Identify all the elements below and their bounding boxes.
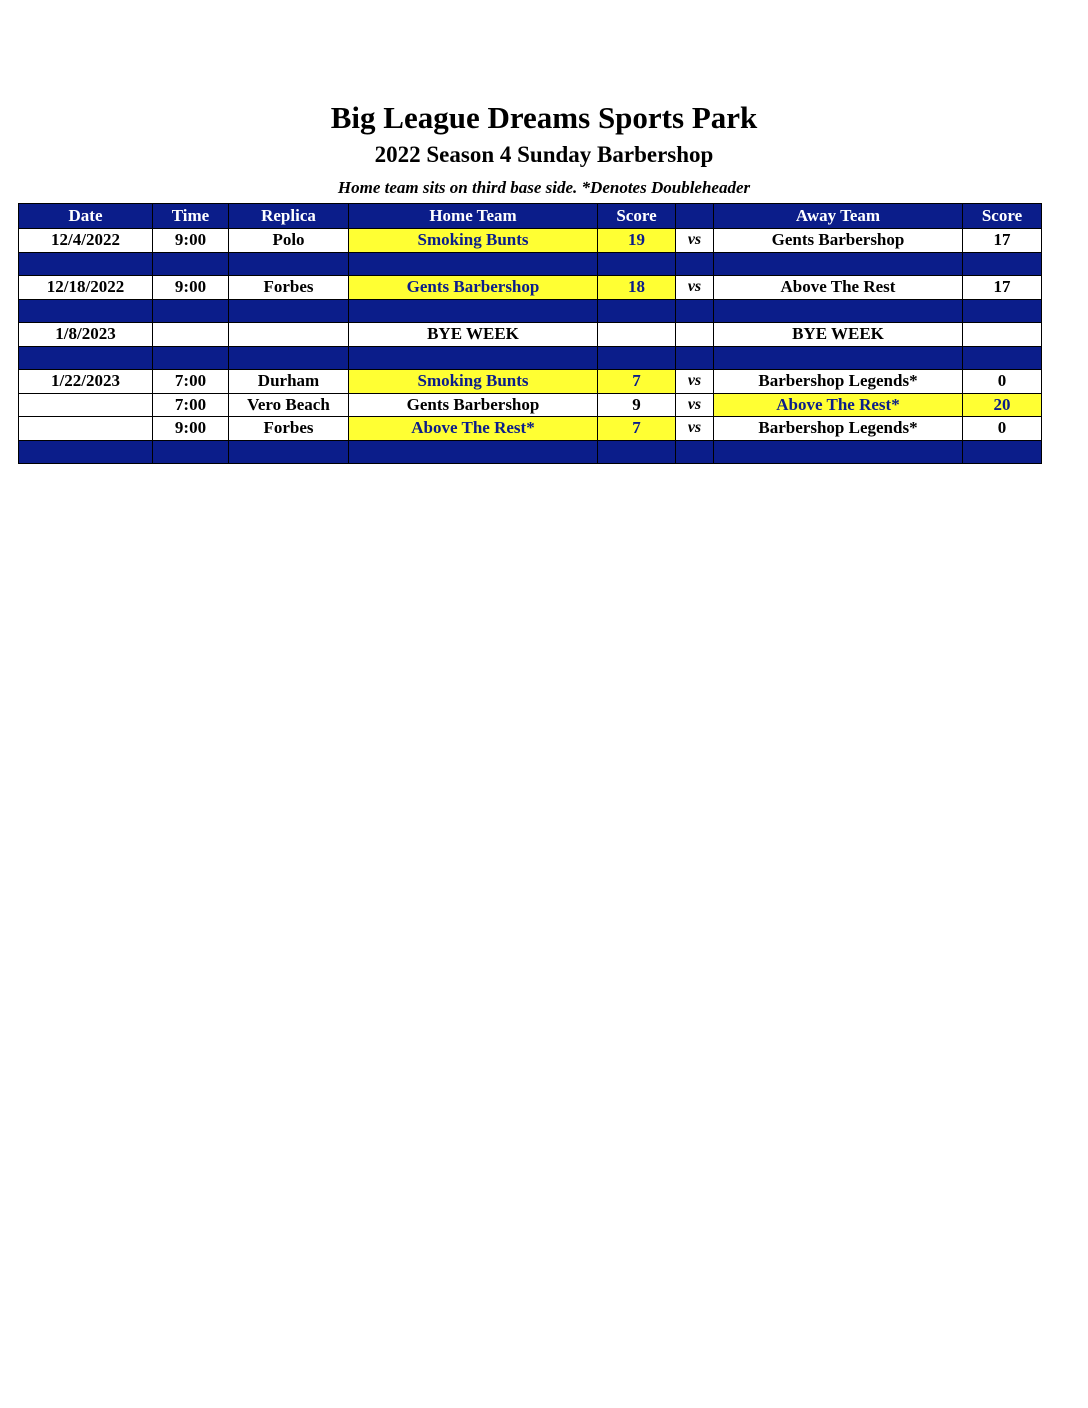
schedule-note: Home team sits on third base side. *Denotes Doubleheader [337,178,751,197]
away-score-cell: 17 [963,276,1042,300]
spacer-cell [676,252,714,276]
away-score-cell: 0 [963,370,1042,394]
date-cell: 12/18/2022 [19,276,153,300]
spacer-cell [963,346,1042,370]
home-score-cell: 7 [598,417,676,441]
date-cell: 1/22/2023 [19,370,153,394]
column-header-home-team: Home Team [349,204,598,229]
spacer-row [19,346,1042,370]
away-team-cell: Above The Rest* [714,393,963,417]
column-header-away-score: Score [963,204,1042,229]
home-team-cell: BYE WEEK [349,323,598,347]
away-team-cell: Above The Rest [714,276,963,300]
vs-cell: vs [676,417,714,441]
time-cell [153,323,229,347]
spacer-cell [153,299,229,323]
spacer-cell [349,252,598,276]
spacer-cell [19,440,153,464]
spacer-cell [153,440,229,464]
spacer-cell [676,299,714,323]
spacer-cell [153,252,229,276]
spacer-cell [598,346,676,370]
spacer-cell [349,440,598,464]
away-score-cell: 20 [963,393,1042,417]
date-cell [19,417,153,441]
spacer-row [19,299,1042,323]
home-team-cell: Gents Barbershop [349,276,598,300]
spacer-row [19,252,1042,276]
spacer-cell [349,346,598,370]
away-team-cell: Gents Barbershop [714,229,963,253]
spacer-cell [963,440,1042,464]
column-header-away-team: Away Team [714,204,963,229]
spacer-cell [676,346,714,370]
spacer-cell [229,252,349,276]
spacer-cell [598,299,676,323]
replica-cell: Durham [229,370,349,394]
spacer-cell [349,299,598,323]
away-score-cell: 0 [963,417,1042,441]
spacer-cell [714,346,963,370]
vs-cell: vs [676,229,714,253]
away-team-cell: BYE WEEK [714,323,963,347]
spacer-cell [963,252,1042,276]
spacer-cell [19,252,153,276]
time-cell: 7:00 [153,370,229,394]
spacer-cell [714,252,963,276]
home-score-cell: 9 [598,393,676,417]
spacer-cell [19,299,153,323]
spacer-cell [19,346,153,370]
home-team-cell: Smoking Bunts [349,229,598,253]
home-score-cell: 18 [598,276,676,300]
away-team-cell: Barbershop Legends* [714,370,963,394]
home-team-cell: Gents Barbershop [349,393,598,417]
spacer-cell [676,440,714,464]
table-row [19,229,1042,253]
home-score-cell: 7 [598,370,676,394]
home-team-cell: Smoking Bunts [349,370,598,394]
vs-cell: vs [676,276,714,300]
home-team-cell: Above The Rest* [349,417,598,441]
replica-cell: Forbes [229,276,349,300]
column-header-time: Time [153,204,229,229]
schedule-table [18,203,1042,464]
table-row [19,417,1042,441]
table-row [19,370,1042,394]
spacer-cell [229,346,349,370]
time-cell: 9:00 [153,417,229,441]
spacer-cell [963,299,1042,323]
replica-cell [229,323,349,347]
replica-cell: Polo [229,229,349,253]
spacer-cell [714,299,963,323]
time-cell: 7:00 [153,393,229,417]
table-row [19,323,1042,347]
vs-cell: vs [676,393,714,417]
spacer-cell [598,252,676,276]
spacer-cell [229,440,349,464]
page-title: Big League Dreams Sports Park [330,100,758,135]
column-header-replica: Replica [229,204,349,229]
date-cell: 1/8/2023 [19,323,153,347]
away-score-cell [963,323,1042,347]
replica-cell: Forbes [229,417,349,441]
table-row [19,393,1042,417]
table-row [19,276,1042,300]
spacer-cell [153,346,229,370]
away-team-cell: Barbershop Legends* [714,417,963,441]
replica-cell: Vero Beach [229,393,349,417]
vs-cell [676,323,714,347]
away-score-cell: 17 [963,229,1042,253]
spacer-cell [229,299,349,323]
spacer-row [19,440,1042,464]
schedule-body [19,229,1042,464]
time-cell: 9:00 [153,229,229,253]
date-cell: 12/4/2022 [19,229,153,253]
vs-cell: vs [676,370,714,394]
spacer-cell [714,440,963,464]
date-cell [19,393,153,417]
table-header-row [19,204,1042,229]
home-score-cell: 19 [598,229,676,253]
spacer-cell [598,440,676,464]
page-subtitle: 2022 Season 4 Sunday Barbershop [374,142,714,167]
column-header-vs [676,204,714,229]
column-header-date: Date [19,204,153,229]
time-cell: 9:00 [153,276,229,300]
column-header-home-score: Score [598,204,676,229]
home-score-cell [598,323,676,347]
